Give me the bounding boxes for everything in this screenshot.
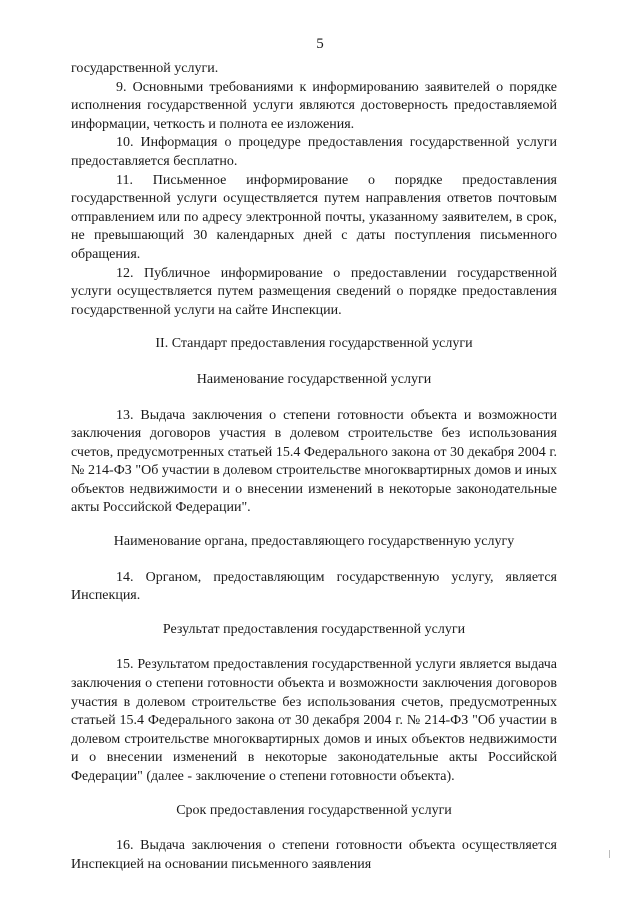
paragraph-16: 16. Выдача заключения о степени готовности объекта осуществляется Инспекцией на основании письменного заявления bbox=[71, 838, 557, 872]
paragraph-continuation: государственной услуги. bbox=[71, 61, 219, 76]
document-body bbox=[71, 60, 557, 874]
paragraph-10: 10. Информация о процедуре предоставления государственной услуги предоставляется бесплатно. bbox=[71, 135, 557, 169]
paragraph-14: 14. Органом, предоставляющим государственную услугу, является Инспекция. bbox=[71, 569, 557, 604]
subheading-organ-name: Наименование органа, предоставляющего государственную услугу bbox=[113, 534, 515, 550]
paragraph-9: 9. Основными требованиями к информированию заявителей о порядке исполнения государственной услуги являются достоверность предоставляемой информации, четкость и полнота ее изложения. bbox=[71, 79, 557, 132]
paragraph-11: 11. Письменное информирование о порядке предоставления государственной услуги осуществляется путем направления ответов почтовым отправлением или по адресу электронной почты, указанному заявителем, в срок, не превышающий 30 календарных дней с даты поступления письменного обращения. bbox=[71, 172, 557, 262]
page-number: 5 bbox=[316, 36, 324, 52]
subheading-result: Результат предоставления государственной услуги bbox=[162, 621, 466, 637]
section-heading-standard: II. Стандарт предоставления государственной услуги bbox=[155, 336, 473, 352]
paragraph-12: 12. Публичное информирование о предоставлении государственной услуги осуществляется путем размещения сведений о порядке предоставления государственной услуги на сайте Инспекции. bbox=[71, 265, 557, 318]
subheading-service-name: Наименование государственной услуги bbox=[196, 371, 432, 387]
scan-mark bbox=[609, 850, 610, 858]
subheading-term: Срок предоставления государственной услуги bbox=[176, 802, 452, 818]
paragraph-15: 15. Результатом предоставления государственной услуги является выдача заключения о степени готовности объекта и возможности заключения договоров участия в долевом строительстве без использования счетов, предусмотренных статьей 15.4 Федерального закона от 30 декабря 2004 г. № 214-ФЗ "Об участии в долевом строительстве многоквартирных домов и иных объектов недвижимости и о внесении изменений в некоторые законодательные акты Российской Федерации" (далее - заключение о степени готовности объекта). bbox=[71, 657, 557, 784]
paragraph-13: 13. Выдача заключения о степени готовности объекта и возможности заключения договоров участия в долевом строительстве без использования счетов, предусмотренных статьей 15.4 Федерального закона от 30 декабря 2004 г. № 214-ФЗ "Об участии в долевом строительстве многоквартирных домов и иных объектов недвижимости и о внесении изменений в некоторые законодательные акты Российской Федерации". bbox=[71, 407, 557, 516]
